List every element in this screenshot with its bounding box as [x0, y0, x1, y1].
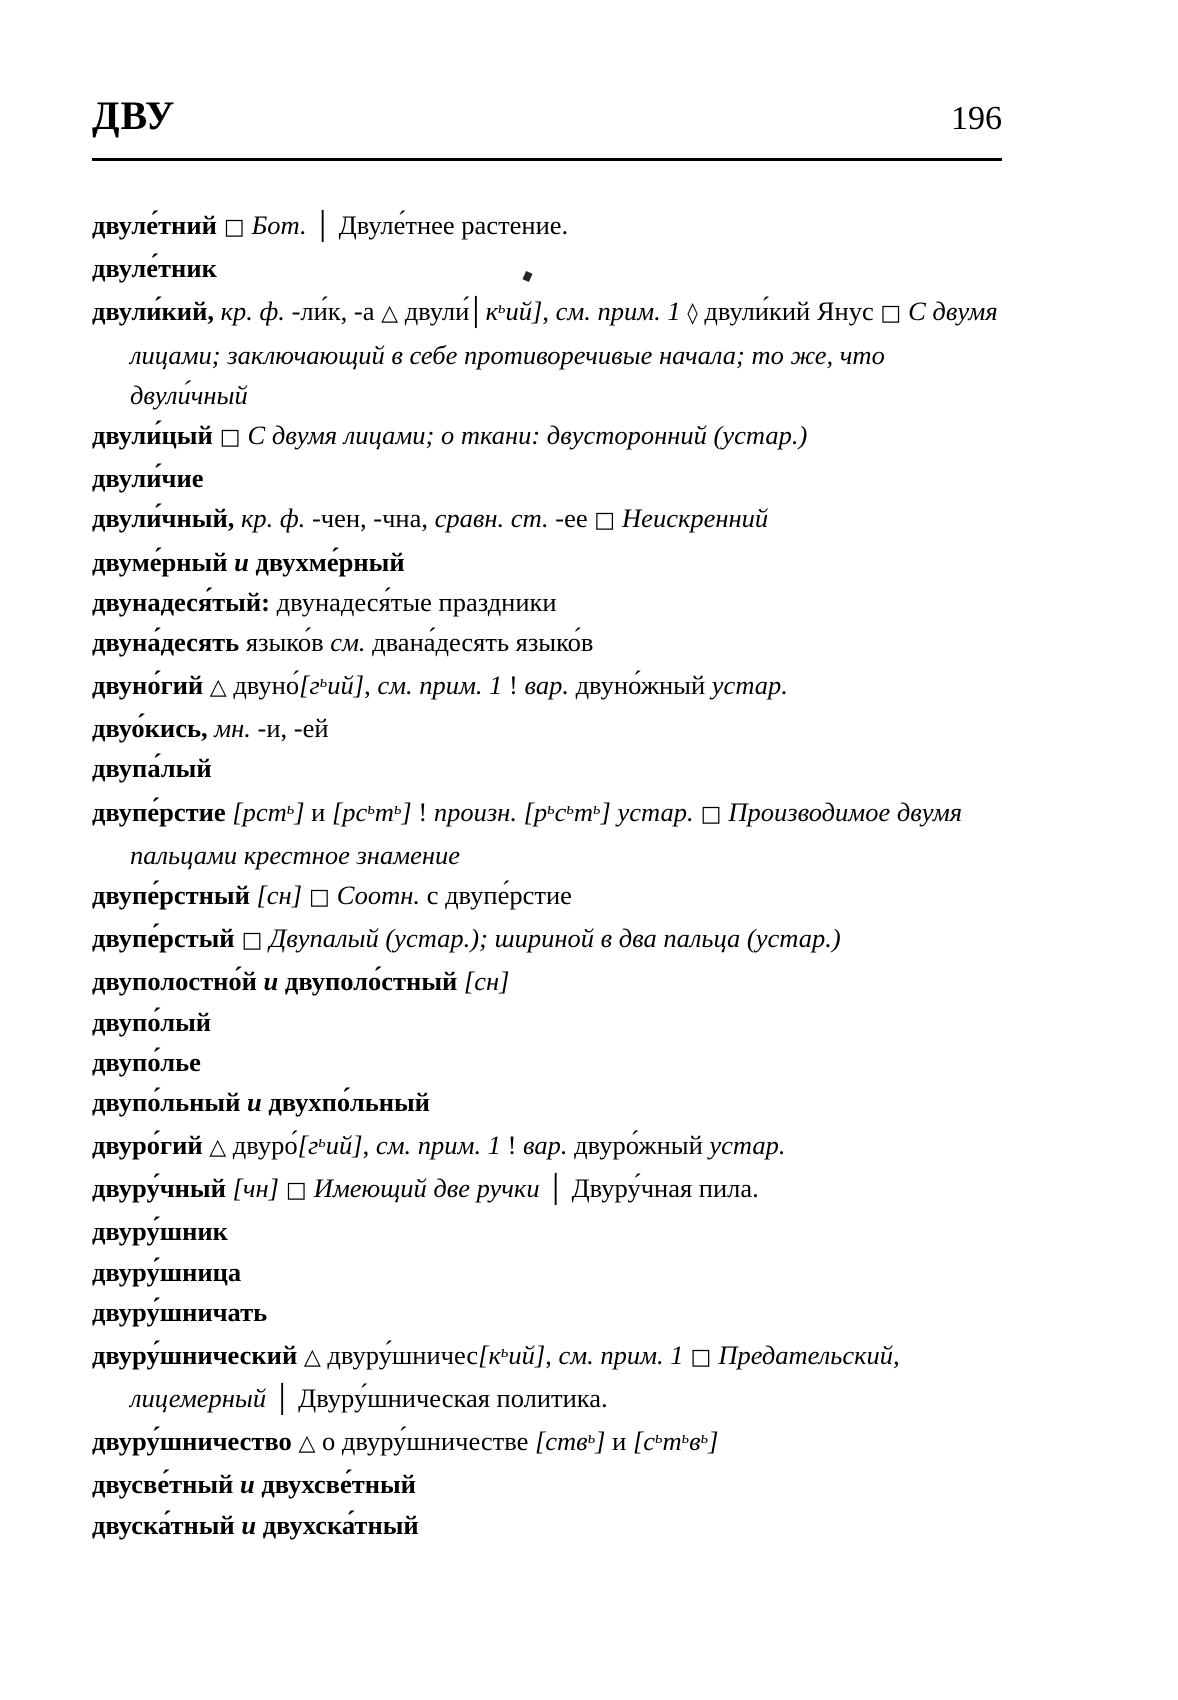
transcription: $[р^ьс^ьт^ь]$ [523, 796, 611, 827]
roman-text: двуро́ [226, 1130, 298, 1161]
dictionary-entry [92, 1122, 1004, 1168]
headword: двупе́рстие [92, 796, 233, 827]
soft-sign-mark: ь [700, 1428, 709, 1448]
dictionary-entry [92, 918, 1004, 961]
headword: двуме́рный [92, 546, 235, 577]
italic-gloss: произн. [433, 796, 517, 827]
conjunction-i: и [241, 1509, 257, 1540]
italic-gloss: Бот. [251, 210, 307, 240]
headword: двупо́лый [92, 1006, 212, 1037]
headword: двули́кий, [92, 296, 221, 327]
transcription: [чн] [232, 1173, 279, 1204]
dictionary-entry [92, 961, 1004, 1001]
roman-text: языко́в [239, 626, 331, 657]
page-number: 196 [951, 100, 1002, 137]
roman-text: -и, -ей [250, 713, 329, 744]
roman-text: ! [502, 670, 525, 701]
headword: двуру́шничать [92, 1296, 268, 1327]
headword: двупе́рстный [92, 879, 257, 910]
roman-text: двуро́жный [567, 1130, 710, 1161]
dictionary-entry [92, 458, 1004, 498]
headword: двупо́лье [92, 1046, 201, 1077]
roman-text: , [362, 1130, 376, 1161]
headword: двухме́рный [248, 546, 405, 577]
reference-numeral: 1 [487, 1130, 501, 1161]
running-head [92, 93, 1002, 138]
entry-list [92, 205, 1004, 1545]
italic-gloss: устар. [711, 670, 788, 701]
transcription: $│к^ьий$] [469, 296, 543, 327]
headword: двули́чный, [92, 503, 241, 534]
headword: двухсве́тный [254, 1469, 416, 1500]
roman-text: о двуру́шничестве [315, 1426, 535, 1457]
roman-text: Двуле́тнее растение. [338, 210, 569, 240]
headword: двухска́тный [256, 1509, 419, 1540]
dictionary-entry [92, 542, 1004, 582]
transcription: [ств$^ь$] [534, 1426, 606, 1457]
roman-text: двули́ [398, 296, 470, 327]
running-head-word: ДВУ [92, 93, 176, 138]
dictionary-entry [92, 205, 1004, 248]
soft-sign-mark: ь [547, 798, 555, 818]
headword: двунадеся́тый: [92, 586, 270, 617]
dictionary-entry [92, 1505, 1004, 1545]
italic-gloss: Соотн. [336, 879, 421, 910]
roman-text: -ли́к, -а [284, 296, 382, 327]
transcription-triangle-icon: △ [298, 1431, 316, 1457]
roman-text: двунадеся́тые праздники [269, 586, 557, 617]
italic-gloss: см. прим. [555, 296, 668, 327]
italic-gloss: устар. [709, 1130, 786, 1161]
italic-gloss: вар. [523, 1130, 568, 1161]
headword: двухпо́льный [261, 1086, 430, 1117]
soft-sign-mark: ь [587, 1428, 596, 1448]
roman-text: ! [411, 796, 434, 827]
roman-text: двуно́жный [568, 670, 712, 701]
italic-gloss: Предательский, лицемерный [130, 1339, 900, 1414]
italic-gloss: кр. ф. [240, 503, 306, 534]
dictionary-entry [92, 875, 1004, 918]
dictionary-entry [92, 708, 1004, 748]
soft-sign-mark: ь [319, 672, 328, 692]
conjunction-i: и [234, 546, 249, 577]
headword: двуру́шничество [92, 1426, 299, 1457]
dictionary-entry [92, 1418, 1004, 1464]
example-bar-icon: │ [306, 210, 339, 240]
italic-gloss: сравн. ст. [434, 503, 549, 534]
dictionary-entry [92, 789, 1004, 875]
italic-gloss: Неискренний [622, 503, 769, 534]
roman-text: и [605, 1426, 633, 1457]
italic-gloss: см. прим. [558, 1339, 671, 1370]
dictionary-entry [92, 1042, 1004, 1082]
italic-gloss: Производимое двумя пальцами крестное знамение [130, 796, 963, 870]
definition-square-icon: □ [234, 928, 270, 954]
dictionary-entry [92, 498, 1004, 541]
roman-text: двуно́ [226, 670, 300, 701]
dictionary-entry [92, 1168, 1004, 1211]
reference-numeral: 1 [667, 296, 681, 327]
definition-square-icon: □ [216, 215, 252, 240]
definition-square-icon: □ [594, 508, 623, 534]
headword: двуо́кись, [92, 713, 215, 744]
definition-square-icon: □ [302, 884, 337, 910]
transcription-triangle-icon: △ [209, 1135, 227, 1161]
roman-text: двуру́шничес [320, 1339, 479, 1370]
reference-numeral: 1 [489, 670, 503, 701]
transcription: [рст$^ь$] [232, 796, 305, 827]
italic-gloss: С двумя лицами; о ткани: двусторонний (устар.) [247, 419, 808, 450]
soft-sign-mark: ь [593, 798, 601, 818]
roman-text: Двуру́шническая политика. [298, 1383, 608, 1414]
dictionary-entry [92, 748, 1004, 788]
headword: двупа́лый [92, 753, 212, 784]
headword: двули́цый [92, 419, 213, 450]
soft-sign-mark: ь [318, 1132, 326, 1152]
transcription: $[с^ьт^ьв^ь]$ [632, 1426, 719, 1457]
headword: двусве́тный [92, 1469, 240, 1500]
roman-text: , [542, 296, 556, 327]
roman-text: и [304, 796, 332, 827]
transcription: [сн] [463, 966, 510, 997]
dictionary-entry [92, 415, 1004, 458]
transcription-triangle-icon: △ [381, 301, 399, 327]
conjunction-i: и [263, 966, 279, 997]
transcription-triangle-icon: △ [303, 1344, 321, 1370]
header-rule [92, 158, 1002, 161]
roman-text: ! [500, 1130, 524, 1161]
soft-sign-mark: ь [393, 798, 402, 818]
roman-text: Двуру́чная пила. [571, 1173, 759, 1204]
headword: двуру́шница [92, 1256, 242, 1287]
headword: двуру́чный [92, 1173, 233, 1204]
soft-sign-mark: ь [367, 798, 375, 818]
headword: двупе́рстый [92, 923, 235, 954]
headword: двуполо́стный [278, 966, 464, 997]
dictionary-entry [92, 1211, 1004, 1251]
soft-sign-mark: ь [655, 1428, 663, 1448]
transcription: [сн] [256, 879, 303, 910]
italic-gloss: см. [330, 626, 366, 657]
soft-sign-mark: ь [681, 1428, 690, 1448]
italic-gloss: С двумя лицами; заключающий в себе противоречивые начала; то же, что двули́чный [130, 296, 998, 410]
transcription: $[г^ьий]$ [297, 1130, 363, 1161]
headword: двуру́шнический [92, 1339, 304, 1370]
roman-text: , [545, 1339, 559, 1370]
dictionary-entry [92, 288, 1004, 415]
dictionary-entry [92, 248, 1004, 288]
soft-sign-mark: ь [498, 298, 506, 318]
italic-gloss: мн. [214, 713, 251, 744]
soft-sign-mark: ь [286, 798, 295, 818]
definition-square-icon: □ [683, 1344, 719, 1370]
dictionary-entry [92, 1464, 1004, 1504]
definition-square-icon: □ [693, 801, 729, 827]
example-bar-icon: │ [266, 1383, 299, 1414]
roman-text: , [364, 670, 378, 701]
transcription-triangle-icon: △ [209, 675, 227, 701]
italic-gloss: см. прим. [375, 1130, 488, 1161]
headword: двуле́тник [92, 253, 217, 284]
transcription: $[рс^ьт^ь]$ [331, 796, 412, 827]
roman-text: с двупе́рстие [420, 879, 572, 910]
definition-square-icon: □ [212, 424, 248, 450]
italic-gloss: Имеющий две ручки [313, 1173, 540, 1204]
definition-square-icon: □ [278, 1178, 314, 1204]
dictionary-entry [92, 582, 1004, 622]
roman-text [517, 797, 524, 827]
headword: двуна́десять [92, 626, 240, 657]
roman-text: -ее [548, 503, 595, 534]
soft-sign-mark: ь [566, 798, 574, 818]
example-bar-icon: │ [539, 1173, 572, 1204]
italic-gloss: кр. ф. [220, 296, 285, 327]
dictionary-entry [92, 1292, 1004, 1332]
roman-text: -чен, -чна, [305, 503, 435, 534]
headword: двуро́гий [92, 1130, 210, 1161]
conjunction-i: и [239, 1469, 255, 1500]
transcription: $[к^ьий]$ [478, 1339, 546, 1370]
italic-gloss: Двупалый (устар.); шириной в два пальца (устар.) [269, 923, 841, 954]
italic-gloss: устар. [617, 796, 694, 827]
headword: двули́чие [92, 463, 204, 494]
roman-text: двули́кий Янус [704, 296, 881, 327]
headword: двуполостно́й [92, 966, 264, 997]
transcription: $[г^ьий]$ [299, 670, 365, 701]
dictionary-entry [92, 622, 1004, 662]
dictionary-entry [92, 1082, 1004, 1122]
definition-square-icon: □ [880, 301, 909, 327]
italic-gloss: вар. [524, 670, 569, 701]
phrase-lozenge-icon: ◊ [680, 301, 705, 326]
roman-text: двана́десять языко́в [365, 626, 594, 657]
reference-numeral: 1 [670, 1339, 684, 1370]
dictionary-entry [92, 1002, 1004, 1042]
dictionary-entry [92, 1332, 1004, 1418]
headword: двуска́тный [92, 1509, 242, 1540]
conjunction-i: и [246, 1086, 262, 1117]
headword: двуно́гий [92, 670, 210, 701]
soft-sign-mark: ь [500, 1342, 509, 1362]
headword: двупо́льный [92, 1086, 247, 1117]
dictionary-entry [92, 662, 1004, 708]
headword: двуле́тний [92, 210, 217, 240]
italic-gloss: см. прим. [377, 670, 490, 701]
headword: двуру́шник [92, 1216, 228, 1247]
dictionary-entry [92, 1252, 1004, 1292]
